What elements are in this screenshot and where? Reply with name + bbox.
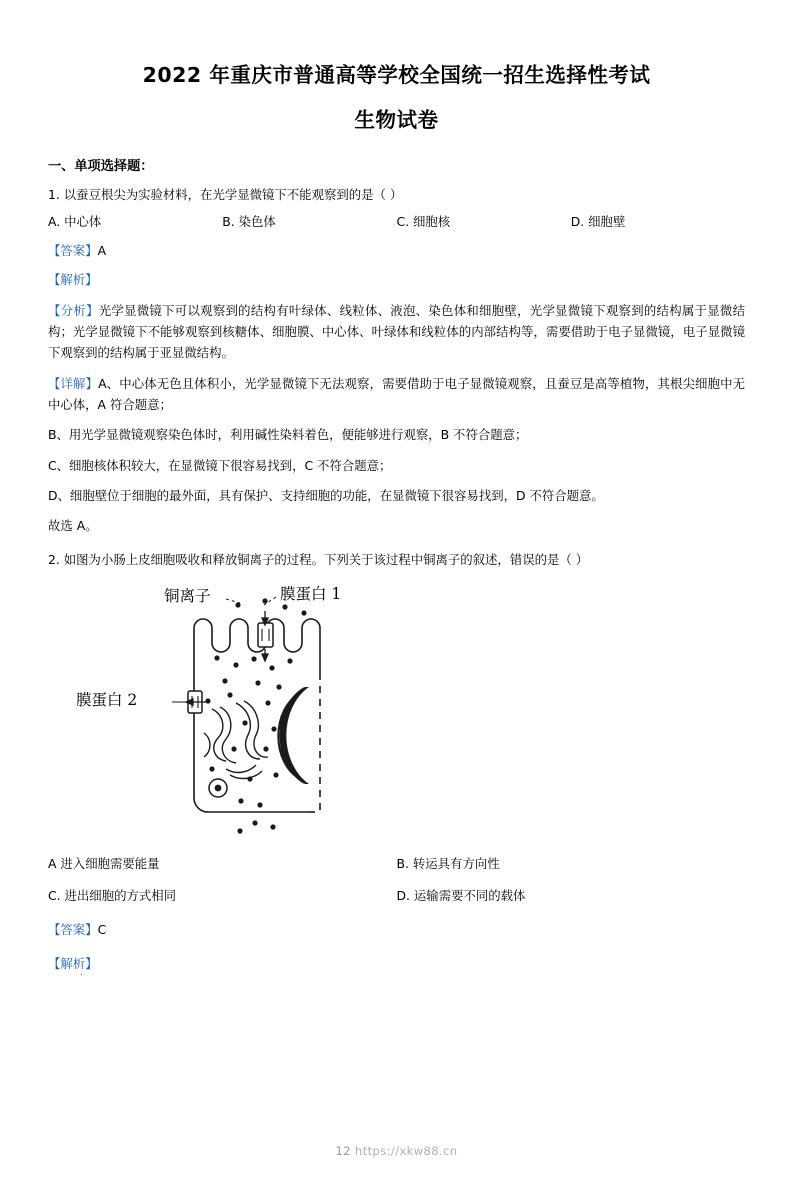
stray-mark: . bbox=[80, 968, 83, 978]
exam-title-line2: 生物试卷 bbox=[354, 107, 439, 132]
question-1-option-d[interactable]: D. 细胞壁 bbox=[570, 213, 626, 229]
footer-site: https://xkw88.cn bbox=[355, 1144, 458, 1158]
golgi-band-icon bbox=[281, 687, 309, 784]
figure-label-copper-ion: 铜离子 bbox=[164, 586, 211, 605]
answer-tag: 【答案】 bbox=[48, 242, 98, 258]
xiangjie-text-a: A、中心体无色且体积小，光学显微镜下无法观察，需要借助于电子显微镜观察，且蚕豆是高等植物，其根尖细胞中无中心体，A 符合题意； bbox=[48, 375, 745, 413]
question-1-stem: 1. 以蚕豆根尖为实验材料，在光学显微镜下不能观察到的是（ ） bbox=[48, 186, 403, 202]
xiangjie-tag: 【详解】 bbox=[48, 375, 99, 391]
answer-tag: 【答案】 bbox=[48, 921, 98, 937]
question-1-option-a[interactable]: A. 中心体 bbox=[48, 213, 102, 229]
label-leader-lines bbox=[172, 597, 276, 702]
question-2-options-row-1 bbox=[48, 855, 745, 873]
document-content bbox=[48, 157, 745, 973]
question-1-xiangjie-line-3: C、细胞核体积较大，在显微镜下很容易找到，C 不符合题意； bbox=[48, 457, 392, 473]
question-1-xiangjie-line-2: B、用光学显微镜观察染色体时，利用碱性染料着色，便能够进行观察，B 不符合题意； bbox=[48, 427, 528, 443]
section-heading: 一、单项选择题： bbox=[48, 158, 154, 174]
analysis-tag: 【解析】 bbox=[48, 955, 98, 971]
figure-label-membrane-protein-1: 膜蛋白 1 bbox=[280, 584, 342, 603]
fenxi-text: 光学显微镜下可以观察到的结构有叶绿体、线粒体、液泡、染色体和细胞壁，光学显微镜下观察到的结构属于显微结构；光学显微镜下不能够观察到核糖体、细胞膜、中心体、叶绿体和线粒体的内部结构等，需要借助于电子显微镜，电子显微镜下观察到的结构属于亚显微结构。 bbox=[48, 302, 746, 361]
question-2-options-row-2 bbox=[48, 887, 745, 905]
question-2-option-b[interactable]: B. 转运具有方向性 bbox=[396, 855, 500, 871]
figure-label-membrane-protein-2: 膜蛋白 2 bbox=[76, 690, 138, 709]
question-1-option-b[interactable]: B. 染色体 bbox=[222, 213, 276, 229]
question-2-option-d[interactable]: D. 运输需要不同的载体 bbox=[396, 887, 526, 903]
question-1-analysis-tag bbox=[48, 271, 745, 289]
exam-title-line1: 2022 年重庆市普通高等学校全国统一招生选择性考试 bbox=[142, 63, 651, 87]
answer-value: A bbox=[97, 242, 107, 258]
vesicle-core-icon bbox=[215, 784, 222, 791]
membrane-protein-1-icon bbox=[258, 623, 273, 647]
answer-value: C bbox=[97, 921, 107, 937]
question-2-answer bbox=[48, 921, 745, 939]
question-1-option-c[interactable]: C. 细胞核 bbox=[396, 213, 451, 229]
document-title-block bbox=[0, 62, 793, 133]
question-1-fenxi bbox=[48, 300, 745, 364]
fenxi-tag: 【分析】 bbox=[48, 302, 99, 318]
question-2-option-c[interactable]: C. 进出细胞的方式相同 bbox=[48, 887, 177, 903]
question-1-answer bbox=[48, 242, 745, 260]
document-page bbox=[0, 62, 793, 1184]
analysis-tag: 【解析】 bbox=[48, 271, 98, 287]
question-1-conclusion: 故选 A。 bbox=[48, 518, 98, 534]
question-1-xiangjie-line-1 bbox=[48, 373, 745, 416]
question-2-stem: 2. 如图为小肠上皮细胞吸收和释放铜离子的过程。下列关于该过程中铜离子的叙述，错误的是（ ） bbox=[48, 551, 589, 567]
question-1-xiangjie-line-4: D、细胞壁位于细胞的最外面，具有保护、支持细胞的功能，在显微镜下很容易找到，D 不符合题意。 bbox=[48, 488, 604, 504]
page-footer bbox=[0, 1144, 793, 1158]
question-1-options bbox=[48, 213, 745, 231]
question-2-option-a[interactable]: A 进入细胞需要能量 bbox=[48, 855, 160, 871]
endoplasmic-reticulum-icon bbox=[204, 701, 268, 778]
question-2-figure bbox=[48, 583, 745, 845]
page-number: 12 bbox=[335, 1144, 351, 1158]
question-2-analysis-tag bbox=[48, 955, 745, 973]
cell-transport-diagram bbox=[108, 583, 528, 845]
